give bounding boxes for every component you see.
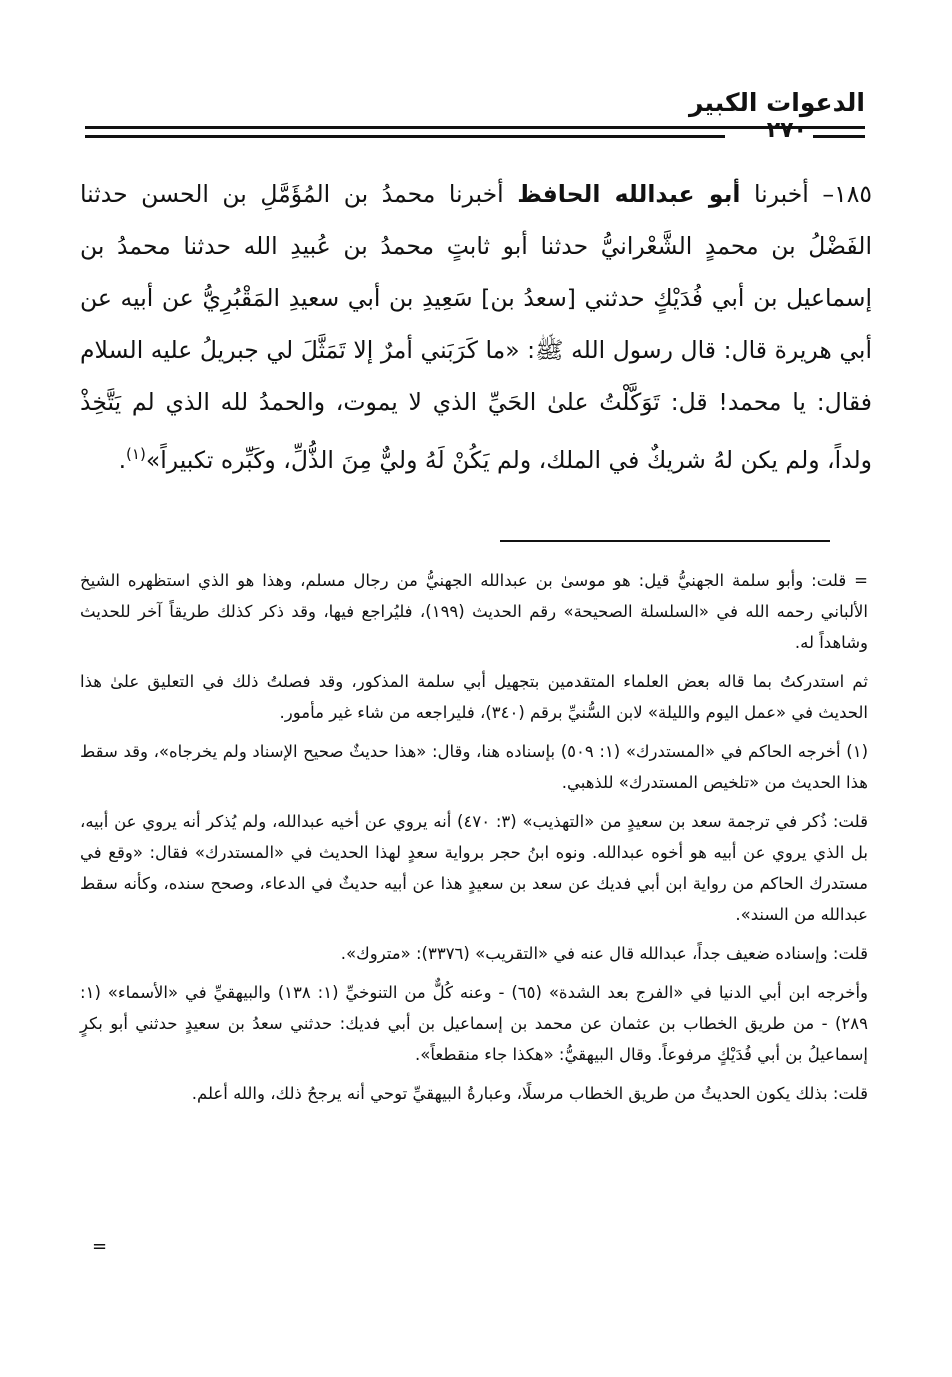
page-header	[85, 88, 865, 150]
hadith-number: ١٨٥–	[822, 180, 872, 208]
hadith-text-part1: أخبرنا	[753, 180, 809, 208]
header-rule-right	[813, 135, 865, 138]
footnote-ref: (١)	[126, 445, 146, 463]
book-title: الدعوات الكبير	[688, 88, 865, 117]
page-number: ٢٧٠	[766, 118, 807, 143]
footnote-paragraph: قلت: ذُكر في ترجمة سعد بن سعيدٍ من «التهذيب» (٣: ٤٧٠) أنه يروي عن أخيه عبدالله، ولم يُذكر أنه يروي عن أبيه، بل الذي يروي عن أبيه هو أخوه عبدالله. ونوه ابنُ حجر برواية سعدٍ لهذا الحديث في «المستدرك» فقال: «وقع في مستدرك الحاكم من رواية ابن أبي فديك عن سعد بن سعيدٍ هذا عن أبيه حديثٌ في الدعاء، وصحح سنده، وكأنه سقط عبدالله من السند».	[80, 812, 868, 924]
footnote-paragraph: وأخرجه ابن أبي الدنيا في «الفرج بعد الشدة» (٦٥) - وعنه كُلٌّ من التنوخيِّ (١: ١٣٨) والبيهقيِّ في «الأسماء» (١: ٢٨٩) - من طريق الخطاب بن عثمان عن محمد بن إسماعيل بن أبي فديك: حدثني سعدُ بن سعيدٍ حدثني أبو بكرٍ إسماعيلُ بن أبي فُدَيْكٍ مرفوعاً. وقال البيهقيُّ: «هكذا جاء منقطعاً».	[80, 983, 868, 1064]
header-rule-left	[85, 135, 725, 138]
footnote-paragraph: قلت: وإسناده ضعيف جداً، عبدالله قال عنه في «التقريب» (٣٣٧٦): «متروك».	[340, 944, 868, 963]
footnote-paragraph: قلت: بذلك يكون الحديثُ من طريق الخطاب مرسلًا، وعبارةُ البيهقيِّ توحي أنه يرجحُ ذلك، والله أعلم.	[191, 1084, 868, 1103]
hadith-text-part2: أخبرنا محمدُ بن المُؤَمَّلِ بن الحسن حدثنا الفَضْلُ بن محمدٍ الشَّعْرانيُّ حدثنا أبو ثابتٍ محمدُ بن عُبيدِ الله حدثنا محمدُ بن إسماعيل بن أبي فُدَيْكٍ حدثني [سعدُ بن] سَعِيدِ بن أبي سعيدِ المَقْبُرِيُّ عن أبيه عن أبي هريرة قال: قال رسول الله ﷺ: «ما كَرَبَني أمرٌ إلا تَمَثَّلَ لي جبريلُ عليه السلام فقال: يا محمد! قل: تَوَكَّلْتُ علىٰ الحَيِّ الذي لا يموت، والحمدُ لله الذي لم يَتَّخِذْ ولداً، ولم يكن لهُ شريكٌ في الملك، ولم يَكُنْ لَهُ وليٌّ مِنَ الذُّلِّ، وكَبِّره تكبيراً»	[80, 180, 872, 474]
hadith-text: ١٨٥– أخبرنا أبو عبدالله الحافظ أخبرنا محمدُ بن المُؤَمَّلِ بن الحسن حدثنا الفَضْلُ بن محمدٍ الشَّعْرانيُّ حدثنا أبو ثابتٍ محمدُ بن عُبيدِ الله حدثنا محمدُ بن إسماعيل بن أبي فُدَيْكٍ حدثني [سعدُ بن] سَعِيدِ بن أبي سعيدِ المَقْبُرِيُّ عن أبيه عن أبي هريرة قال: قال رسول الله ﷺ: «ما كَرَبَني أمرٌ إلا تَمَثَّلَ لي جبريلُ عليه السلام فقال: يا محمد! قل: تَوَكَّلْتُ علىٰ الحَيِّ الذي لا يموت، والحمدُ لله الذي لم يَتَّخِذْ ولداً، ولم يكن لهُ شريكٌ في الملك، ولم يَكُنْ لَهُ وليٌّ مِنَ الذُّلِّ، وكَبِّره تكبيراً»$^{(١)}$.	[80, 180, 872, 474]
footnote-paragraph: = قلت: وأبو سلمة الجهنيُّ قيل: هو موسىٰ بن عبدالله الجهنيُّ من رجال مسلم، وهذا هو الذي استظهره الشيخ الألباني رحمه الله في «السلسلة الصحيحة» رقم الحديث (١٩٩)، فليُراجع فيها، وقد ذكر كذلك طريقاً آخر للحديث وشاهداً له.	[80, 571, 868, 652]
header-rule-top	[85, 126, 865, 129]
footnotes	[80, 565, 868, 1117]
footnote-separator	[500, 540, 830, 542]
footnote-paragraph: ثم استدركتُ بما قاله بعض العلماء المتقدمين بتجهيل أبي سلمة المذكور، وقد فصلتُ ذلك في التعليق علىٰ هذا الحديث في «عمل اليوم والليلة» لابن السُّنيِّ برقم (٣٤٠)، فليراجعه من شاء غير مأمور.	[80, 672, 868, 722]
narrator-name: أبو عبدالله الحافظ	[517, 180, 741, 208]
continuation-mark: =	[92, 1236, 108, 1257]
footnote-paragraph: (١) أخرجه الحاكم في «المستدرك» (١: ٥٠٩) بإسناده هنا، وقال: «هذا حديثٌ صحيح الإسناد ولم يخرجاه»، وقد سقط هذا الحديث من «تلخيص المستدرك» للذهبي.	[80, 742, 868, 792]
